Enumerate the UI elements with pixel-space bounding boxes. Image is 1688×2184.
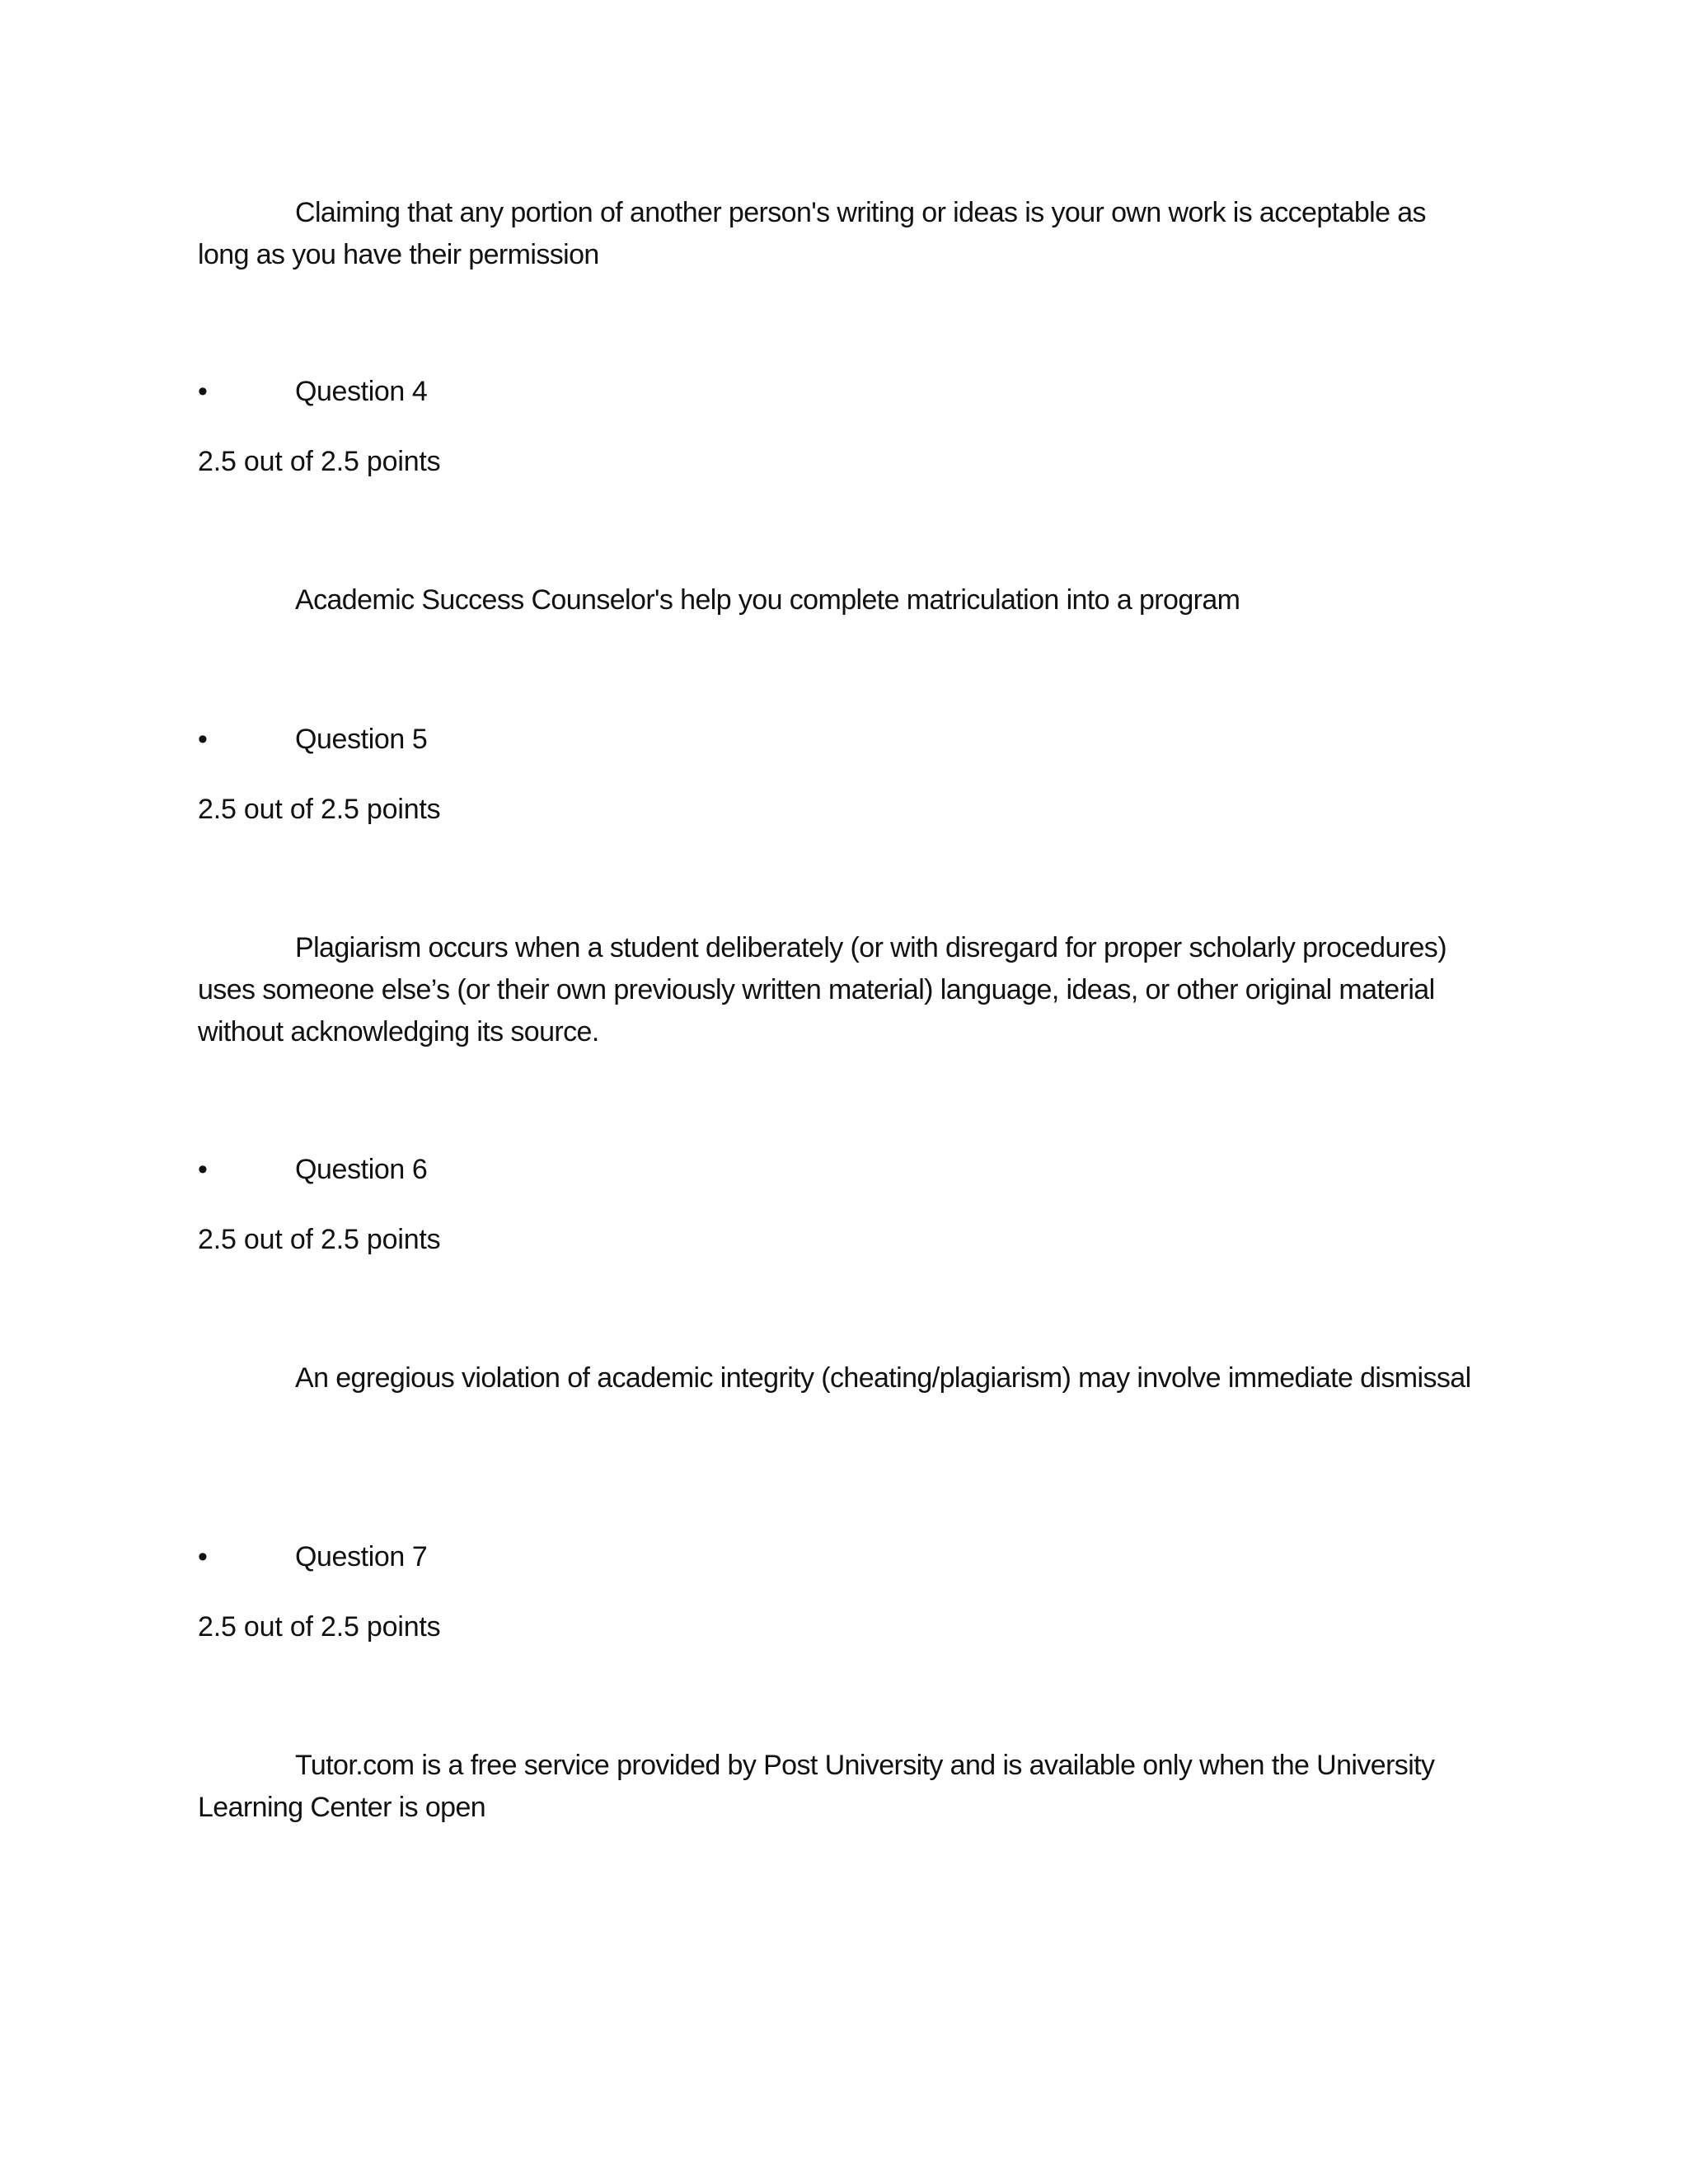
question-5-label: Question 5: [295, 724, 428, 755]
question-4-statement: Academic Success Counselor's help you complete matriculation into a program: [295, 584, 1240, 616]
bullet-icon: •: [198, 1541, 208, 1572]
question-7-label: Question 7: [295, 1541, 428, 1572]
question-4-points: 2.5 out of 2.5 points: [198, 446, 441, 477]
question-7-points: 2.5 out of 2.5 points: [198, 1611, 441, 1643]
question-6-label: Question 6: [295, 1154, 428, 1185]
question-7-statement: Tutor.com is a free service provided by Post University and is available only when the University Learning Center is open: [198, 1750, 1435, 1823]
question-6-statement: An egregious violation of academic integrity (cheating/plagiarism) may involve immediate dismissal: [295, 1362, 1471, 1394]
bullet-icon: •: [198, 1154, 208, 1185]
question-5-points: 2.5 out of 2.5 points: [198, 794, 441, 825]
bullet-icon: •: [198, 376, 208, 407]
bullet-icon: •: [198, 724, 208, 755]
question-4-label: Question 4: [295, 376, 428, 407]
question-5-statement: Plagiarism occurs when a student deliberately (or with disregard for proper scholarly procedures) uses someone else’s (or their own previously written material) language, ideas, or other original material without acknowledging its source.: [198, 932, 1447, 1047]
question-3-statement: Claiming that any portion of another person's writing or ideas is your own work is acceptable as long as you have their permission: [198, 197, 1426, 270]
question-6-points: 2.5 out of 2.5 points: [198, 1224, 441, 1255]
